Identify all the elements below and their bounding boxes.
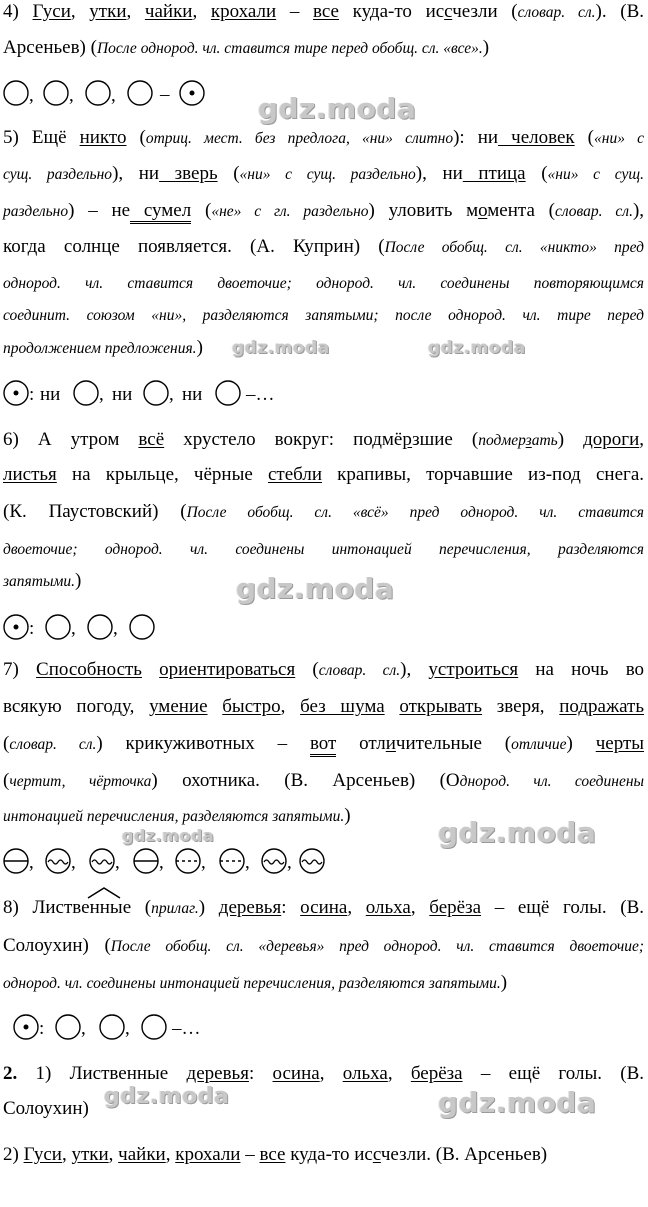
s5-line-7: продолжением предложения.) (3, 337, 203, 358)
s6-line-5: запятыми.) (3, 570, 82, 591)
scheme-7-circle-4 (134, 849, 158, 873)
scheme-7 (0, 844, 340, 885)
scheme-5-ni-3: ни (182, 384, 203, 405)
scheme-6-circle-2 (88, 615, 112, 639)
s6-line-1: 6) А утром всё хрустело вокруг: подмёрзшие (подмерзать) дороги, (3, 429, 645, 450)
scheme-6-comma-2: , (113, 618, 118, 639)
scheme-7-comma-7: , (287, 852, 292, 873)
scheme-8 (0, 1010, 220, 1051)
scheme-5-tail: –… (246, 384, 275, 405)
scheme-5-comma-1: , (99, 384, 104, 405)
scheme-8-colon: : (39, 1018, 45, 1039)
scheme-7-comma-1: , (29, 852, 34, 873)
scheme-4-circle-3 (86, 81, 110, 105)
scheme-5-colon: : (29, 384, 35, 405)
scheme-5-comma-2: , (169, 384, 174, 405)
scheme-6-circle-1 (46, 615, 70, 639)
scheme-8-circle-3 (142, 1015, 166, 1039)
s7-line-3: (словар. сл.) крикуживотных – вот отличительные (отличие) черты (3, 732, 644, 757)
s8-line-2: Солоухин) (После обобщ. сл. «деревья» пред однород. чл. ставится двоеточие; (3, 935, 645, 956)
s5-line-5: однород. чл. ставится двоеточие; однород. чл. соединены повторяющимся (3, 275, 644, 292)
s4-line-2: Арсеньев) (После однород. чл. ставится тире перед обобщ. сл. «все».) (3, 37, 490, 58)
s4-line-1: 4) Гуси, утки, чайки, крохали – все куда-то иссчезли (словар. сл.). (В. (3, 1, 644, 22)
scheme-6-generalizing-dot (14, 625, 19, 630)
scheme-4-comma-1: , (29, 85, 34, 106)
scheme-5-circle-2 (144, 381, 168, 405)
scheme-5-circle-3 (216, 381, 240, 405)
watermark-2: gdz.moda (232, 338, 330, 358)
scheme-5-generalizing-dot (14, 391, 19, 396)
scheme-6-colon: : (29, 618, 35, 639)
scheme-7-comma-2: , (71, 852, 76, 873)
s5-line-1: 5) Ещё никто (отриц. мест. без предлога, «ни» слитно): ни человек («ни» с (3, 127, 644, 148)
scheme-7-comma-6: , (245, 852, 250, 873)
watermark-8: gdz.moda (438, 1086, 597, 1119)
scheme-4-dash: – (160, 84, 170, 105)
watermark-5: gdz.moda (122, 826, 215, 845)
scheme-8-circle-2 (100, 1015, 124, 1039)
s6-line-4: двоеточие; однород. чл. соединены интонацией перечисления, разделяются (3, 541, 644, 558)
watermark-3: gdz.moda (428, 338, 526, 358)
scheme-7-comma-4: , (159, 852, 164, 873)
s5-line-4: когда солнце появляется. (А. Куприн) (После обобщ. сл. «никто» пред (3, 236, 644, 257)
scheme-7-comma-3: , (115, 852, 120, 873)
s7-line-4: (чертит, чёрточка) охотника. (В. Арсеньев) (Однород. чл. соединены (3, 770, 645, 791)
scheme-5-circle-1 (74, 381, 98, 405)
scheme-7-circle-2 (46, 849, 70, 873)
scheme-8-circle-1 (56, 1015, 80, 1039)
scheme-7-comma-5: , (201, 852, 206, 873)
scheme-4-comma-2: , (69, 85, 74, 106)
watermark-6: gdz.moda (438, 816, 597, 849)
scheme-8-tail: –… (172, 1018, 201, 1039)
scheme-7-circle-7 (262, 849, 286, 873)
s8-line-1: 8) Лиственные (прилаг.) деревья: осина, ольха, берёза – ещё голы. (В. (3, 897, 645, 918)
scheme-6-circle-3 (130, 615, 154, 639)
scheme-4-circle-4 (128, 81, 152, 105)
watermark-1: gdz.moda (258, 92, 417, 125)
scheme-4-comma-3: , (111, 85, 116, 106)
s6-line-3: (К. Паустовский) (После обобщ. сл. «всё» пред однород. чл. ставится (3, 501, 644, 522)
scheme-5 (0, 376, 290, 417)
s5-line-3: раздельно) – не сумел («не» с гл. раздельно) уловить момента (словар. сл.), (3, 199, 644, 224)
s5-line-6: соединит. союзом «ни», разделяются запятыми; после однород. чл. тире перед (3, 307, 644, 324)
s5-line-2: сущ. раздельно), ни зверь («ни» с сущ. раздельно), ни птица («ни» с сущ. (3, 163, 644, 184)
watermark-7: gdz.moda (104, 1084, 230, 1109)
scheme-4 (0, 74, 220, 115)
watermark-4: gdz.moda (236, 572, 395, 605)
scheme-7-circle-8 (300, 849, 324, 873)
part2-line-1: 2. 1) Лиственные деревья: осина, ольха, берёза – ещё голы. (В. (3, 1063, 645, 1084)
scheme-6-comma-1: , (71, 618, 76, 639)
scheme-6 (0, 610, 170, 651)
s7-line-1: 7) Способность ориентироваться (словар. сл.), устроиться на ночь во (3, 659, 645, 680)
scheme-8-comma-2: , (125, 1018, 130, 1039)
scheme-4-generalizing-dot (190, 91, 195, 96)
scheme-8-comma-1: , (81, 1018, 86, 1039)
scheme-5-ni-2: ни (112, 384, 133, 405)
s7-line-5: интонацией перечисления, разделяются запятыми.) (3, 805, 351, 826)
scheme-4-circle-1 (4, 81, 28, 105)
scheme-8-generalizing-dot (24, 1025, 29, 1030)
part2-line-2: Солоухин) (3, 1098, 89, 1119)
scheme-7-circle-1 (4, 849, 28, 873)
s6-line-2: листья на крыльце, чёрные стебли крапивы, торчавшие из-под снега. (3, 464, 645, 485)
part2-line-3: 2) Гуси, утки, чайки, крохали – все куда-то иссчезли. (В. Арсеньев) (3, 1144, 548, 1165)
scheme-4-circle-2 (44, 81, 68, 105)
scheme-7-circle-5 (176, 849, 200, 873)
s8-line-3: однород. чл. соединены интонацией перечисления, разделяются запятыми.) (3, 972, 508, 993)
scheme-7-circle-6 (220, 849, 244, 873)
s7-line-2: всякую погоду, умение быстро, без шума открывать зверя, подражать (3, 696, 645, 717)
scheme-5-ni-1: ни (40, 384, 61, 405)
scheme-7-circle-3 (90, 849, 114, 873)
